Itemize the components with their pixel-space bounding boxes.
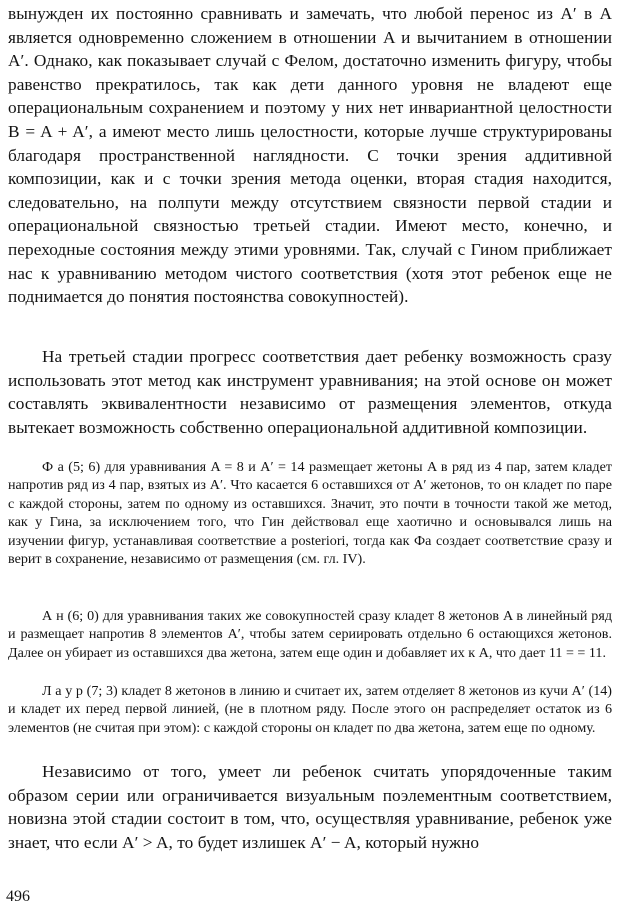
paragraph-case-an: А н (6; 0) для уравнивания таких же совокупностей сразу кладет 8 жетонов A в линейный ряд и размещает напротив 8 элементов A′, чтобы затем сериировать отдельно 6 остающихся жетонов. Далее он убирает из оставшихся два жетона, затем еще один и добавляет их к A, что дает 11 = = 11. xyxy=(8,608,612,661)
paragraph-case-laur: Л а у р (7; 3) кладет 8 жетонов в линию и считает их, затем отделяет 8 жетонов из кучи A′ (14) и кладет их перед первой линией, (не в плотном ряду. После этого он распределяет остаток из 6 элементов (не считая при этом): с каждой стороны он кладет по два жетона, затем еще по одному. xyxy=(8,683,612,736)
page-number: 496 xyxy=(6,888,30,905)
paragraph-stage-two-summary: вынужден их постоянно сравнивать и замечать, что любой перенос из A′ в A является одновременно сложением в отношении A и вычитанием в отношении A′. Однако, как показывает случай с Фелом, достаточно изменить фигуру, чтобы равенство прекратилось, так как дети данного уровня не владеют еще операциональным сохранением и поэтому у них нет инвариантной целостности B = A + A′, а имеют место лишь целостности, которые лучше структурированы благодаря пространственной наглядности. С точки зрения аддитивной композиции, как и с точки зрения метода оценки, вторая стадия находится, следовательно, на полпути между отсутствием связности первой стадии и операциональной связностью третьей стадии. Имеют место, конечно, и переходные состояния между этими уровнями. Так, случай с Гином приближает нас к уравниванию методом чистого соответствия (хотя этот ребенок еще не поднимается до понятия постоянства совокупностей). xyxy=(8,4,612,307)
paragraph-stage-novelty: Независимо от того, умеет ли ребенок считать упорядоченные таким образом серии или ограничивается визуальным поэлементным соответствием, новизна этой стадии состоит в том, что, осуществляя уравнивание, ребенок уже знает, что если A′ > A, то будет излишек A′ − A, который нужно xyxy=(8,762,612,852)
paragraph-case-fa: Ф а (5; 6) для уравнивания A = 8 и A′ = 14 размещает жетоны A в ряд из 4 пар, затем кладет напротив ряд из 4 пар, взятых из A′. Что касается 6 оставшихся от A′ жетонов, то он кладет по паре с каждой стороны, затем по одному из оставшихся. Значит, это почти в точности такой же метод, как у Гина, за исключением того, что Гин действовал еще хаотично и основывался лишь на изучении фигур, устанавливая соответствие a posteriori, тогда как Фа создает соответствие сразу и верит в сохранение, независимо от размещения (см. гл. IV). xyxy=(8,459,612,568)
paragraph-stage-three-intro: На третьей стадии прогресс соответствия дает ребенку возможность сразу использовать этот метод как инструмент уравнивания; на этой основе он может составлять эквивалентности независимо от размещения элементов, откуда вытекает возможность собственно операциональной аддитивной композиции. xyxy=(8,347,612,437)
